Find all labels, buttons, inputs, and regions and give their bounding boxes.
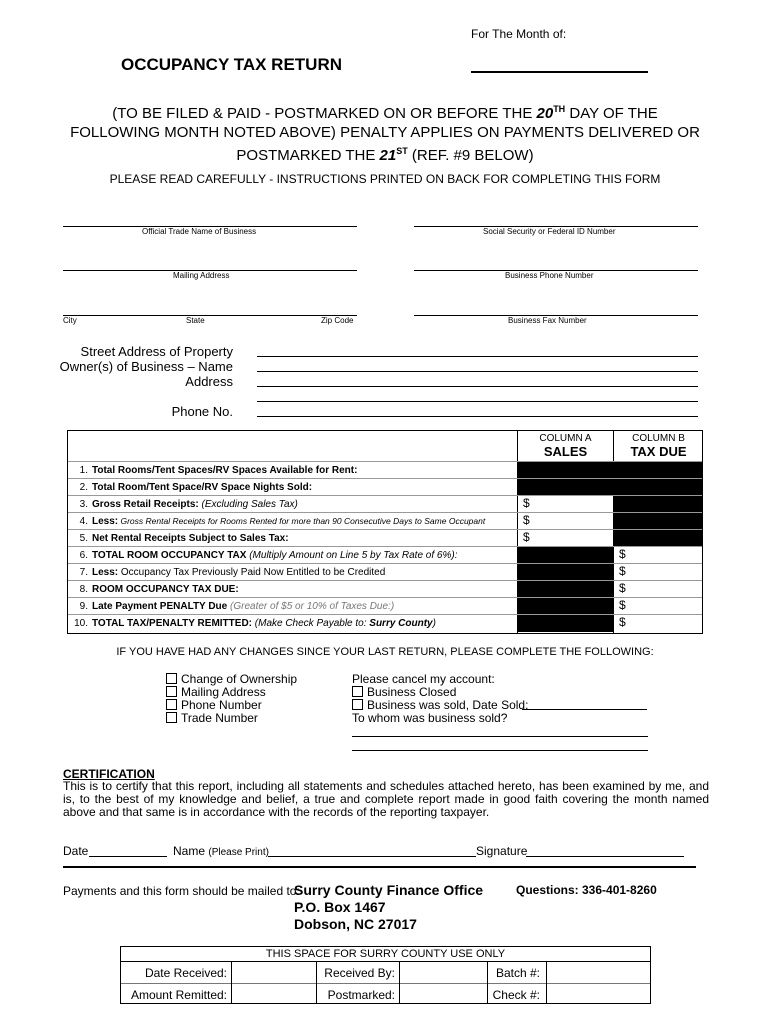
office-use-row-divider (121, 983, 650, 984)
check-label: Check #: (492, 988, 540, 1002)
month-label: For The Month of: (471, 27, 567, 41)
line-7-dollar: $ (619, 564, 626, 578)
mail-intro: Payments and this form should be mailed to: (63, 884, 300, 898)
table-row: 7. Less: Occupancy Tax Previously Paid Now Entitled to be Credited (68, 563, 702, 580)
table-row: 4. Less: Gross Rental Receipts for Rooms Rented for more than 90 Consecutive Days to Same Occupant (68, 512, 702, 529)
table-row: 2. Total Room/Tent Space/RV Space Nights Sold: (68, 478, 702, 495)
changes-heading: IF YOU HAVE HAD ANY CHANGES SINCE YOUR LAST RETURN, PLEASE COMPLETE THE FOLLOWING: (116, 646, 654, 658)
amount-remitted-label: Amount Remitted: (130, 988, 227, 1002)
line-4-dollar: $ (523, 513, 530, 527)
table-row: 3. Gross Retail Receipts: (Excluding Sales Tax) (68, 495, 702, 512)
column-a-header: COLUMN A SALES (517, 431, 613, 461)
postmarked-label: Postmarked: (327, 988, 395, 1002)
changes-left-options (166, 673, 297, 725)
name-label: Name (Please Print) (173, 844, 269, 858)
whom-sold-label: To whom was business sold? (352, 711, 508, 725)
option-change-ownership[interactable]: Change of Ownership (166, 673, 297, 686)
line-8-dollar: $ (619, 581, 626, 595)
office-use-title: THIS SPACE FOR SURRY COUNTY USE ONLY (265, 948, 506, 960)
col-sep (399, 961, 400, 1003)
checkbox[interactable] (352, 699, 363, 710)
option-business-sold[interactable]: Business was sold, Date Sold: (352, 699, 528, 712)
table-row: 8. ROOM OCCUPANCY TAX DUE: (68, 580, 702, 597)
line-10-dollar: $ (619, 615, 626, 629)
filing-notice: (TO BE FILED & PAID - POSTMARKED ON OR BEFORE THE 20TH DAY OF THE FOLLOWING MONTH NOTED ABOVE) PENALTY APPLIES ON PAYMENTS DELIVERED OR POSTMARKED THE 21ST (REF. #9 BELOW) (70, 104, 700, 164)
mailing-address-label: Mailing Address (173, 271, 230, 280)
instructions-notice: PLEASE READ CAREFULLY - INSTRUCTIONS PRINTED ON BACK FOR COMPLETING THIS FORM (109, 172, 661, 186)
month-field[interactable] (471, 71, 648, 73)
option-business-closed[interactable]: Business Closed (352, 686, 528, 699)
office-use-box (120, 946, 651, 1004)
mail-address: Surry County Finance Office P.O. Box 1467 Dobson, NC 27017 (294, 882, 484, 932)
date-label: Date (63, 844, 89, 858)
whom-sold-line-2[interactable] (352, 750, 648, 751)
line-9-dollar: $ (619, 598, 626, 612)
certification-heading: CERTIFICATION (63, 767, 155, 781)
cancel-account-label: Please cancel my account: (352, 672, 495, 686)
certification-text: This is to certify that this report, including all statements and schedules attached hereto, has been examined by me, and is, to the best of my knowledge and belief, a true and complete report made in good faith covering the month named above and that same is in accordance with the records of the reporting taxpayer. (63, 779, 709, 819)
table-row: 5. Net Rental Receipts Subject to Sales Tax: (68, 529, 702, 546)
changes-right-options (352, 673, 528, 725)
line-3-dollar: $ (523, 496, 530, 510)
batch-label: Batch #: (495, 966, 540, 980)
line-6-dollar: $ (619, 547, 626, 561)
checkbox[interactable] (166, 712, 177, 723)
ssn-label: Social Security or Federal ID Number (483, 227, 616, 236)
date-received-label: Date Received: (144, 966, 227, 980)
office-use-divider (121, 961, 650, 962)
zip-label: Zip Code (321, 316, 354, 325)
owner-phone-line-2[interactable] (257, 416, 698, 417)
table-row: 10. TOTAL TAX/PENALTY REMITTED: (Make Check Payable to: Surry County) (68, 614, 702, 631)
owner-phone-label: Phone No. (171, 404, 233, 419)
checkbox[interactable] (166, 673, 177, 684)
owner-address-line-3[interactable] (257, 386, 698, 387)
received-by-label: Received By: (324, 966, 395, 980)
column-b-header: COLUMN B TAX DUE (613, 431, 703, 461)
date-sold-field[interactable] (522, 709, 647, 710)
table-row: 9. Late Payment PENALTY Due (Greater of $5 or 10% of Taxes Due:) (68, 597, 702, 614)
owner-address-label: Street Address of Property Owner(s) of Business – Name Address (59, 344, 233, 389)
city-state-zip-field[interactable] (63, 315, 357, 316)
owner-address-line-2[interactable] (257, 371, 698, 372)
signature-field[interactable] (526, 856, 684, 857)
owner-phone-line-1[interactable] (257, 401, 698, 402)
trade-name-label: Official Trade Name of Business (142, 227, 257, 236)
date-field[interactable] (89, 856, 167, 857)
section-divider (63, 866, 696, 868)
form-title: OCCUPANCY TAX RETURN (121, 55, 343, 74)
city-label: City (63, 316, 77, 325)
table-row: 1. Total Rooms/Tent Spaces/RV Spaces Available for Rent: (68, 461, 702, 478)
phone-label: Business Phone Number (505, 271, 594, 280)
checkbox[interactable] (166, 699, 177, 710)
table-row: 6. TOTAL ROOM OCCUPANCY TAX (Multiply Amount on Line 5 by Tax Rate of 6%): (68, 546, 702, 563)
checkbox[interactable] (166, 686, 177, 697)
col-sep (546, 961, 547, 1003)
questions-phone: Questions: 336-401-8260 (516, 883, 657, 897)
name-field[interactable] (268, 856, 476, 857)
whom-sold-line-1[interactable] (352, 736, 648, 737)
col-sep (231, 961, 232, 1003)
option-phone-number[interactable]: Phone Number (166, 699, 297, 712)
option-mailing-address[interactable]: Mailing Address (166, 686, 297, 699)
checkbox[interactable] (352, 686, 363, 697)
tax-table (67, 430, 703, 634)
line-5-dollar: $ (523, 530, 530, 544)
option-trade-number[interactable]: Trade Number (166, 712, 297, 725)
fax-label: Business Fax Number (508, 316, 587, 325)
owner-address-line-1[interactable] (257, 356, 698, 357)
signature-label: Signature (476, 844, 528, 858)
state-label: State (186, 316, 205, 325)
